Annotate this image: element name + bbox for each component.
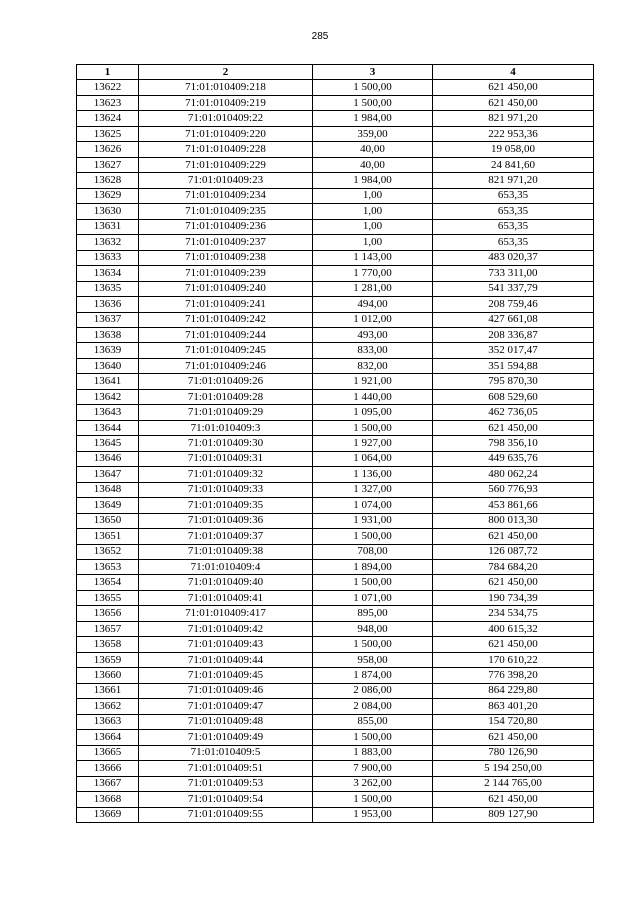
area-cell: 1,00 — [313, 235, 433, 250]
row-number-cell: 13622 — [77, 80, 139, 95]
value-cell: 170 610,22 — [433, 652, 594, 667]
table-row — [77, 436, 594, 451]
table-row — [77, 111, 594, 126]
row-number-cell: 13627 — [77, 157, 139, 172]
row-number-cell: 13645 — [77, 436, 139, 451]
area-cell: 1,00 — [313, 188, 433, 203]
table-row — [77, 575, 594, 590]
cadastral-number-cell: 71:01:010409:38 — [139, 544, 313, 559]
value-cell: 653,35 — [433, 204, 594, 219]
table-row — [77, 776, 594, 791]
cadastral-number-cell: 71:01:010409:33 — [139, 482, 313, 497]
area-cell: 40,00 — [313, 157, 433, 172]
column-header: 2 — [139, 65, 313, 80]
cadastral-number-cell: 71:01:010409:234 — [139, 188, 313, 203]
row-number-cell: 13625 — [77, 126, 139, 141]
cadastral-number-cell: 71:01:010409:43 — [139, 637, 313, 652]
area-cell: 1 500,00 — [313, 637, 433, 652]
row-number-cell: 13655 — [77, 590, 139, 605]
table-row — [77, 467, 594, 482]
area-cell: 2 086,00 — [313, 683, 433, 698]
row-number-cell: 13644 — [77, 420, 139, 435]
area-cell: 3 262,00 — [313, 776, 433, 791]
row-number-cell: 13654 — [77, 575, 139, 590]
area-cell: 1 927,00 — [313, 436, 433, 451]
page-number: 285 — [311, 31, 329, 42]
table-row — [77, 513, 594, 528]
row-number-cell: 13647 — [77, 467, 139, 482]
value-cell: 427 661,08 — [433, 312, 594, 327]
table-row — [77, 699, 594, 714]
table-row — [77, 807, 594, 822]
row-number-cell: 13642 — [77, 389, 139, 404]
value-cell: 621 450,00 — [433, 80, 594, 95]
row-number-cell: 13651 — [77, 529, 139, 544]
table-row — [77, 482, 594, 497]
area-cell: 1 074,00 — [313, 498, 433, 513]
table-row — [77, 621, 594, 636]
row-number-cell: 13666 — [77, 761, 139, 776]
cadastral-number-cell: 71:01:010409:45 — [139, 668, 313, 683]
table-row — [77, 560, 594, 575]
area-cell: 1 064,00 — [313, 451, 433, 466]
cadastral-number-cell: 71:01:010409:41 — [139, 590, 313, 605]
cadastral-number-cell: 71:01:010409:218 — [139, 80, 313, 95]
row-number-cell: 13632 — [77, 235, 139, 250]
area-cell: 494,00 — [313, 297, 433, 312]
data-table — [76, 64, 594, 823]
table-row — [77, 405, 594, 420]
value-cell: 800 013,30 — [433, 513, 594, 528]
cadastral-number-cell: 71:01:010409:23 — [139, 173, 313, 188]
value-cell: 208 759,46 — [433, 297, 594, 312]
row-number-cell: 13667 — [77, 776, 139, 791]
column-header: 1 — [77, 65, 139, 80]
row-number-cell: 13649 — [77, 498, 139, 513]
cadastral-number-cell: 71:01:010409:236 — [139, 219, 313, 234]
value-cell: 821 971,20 — [433, 111, 594, 126]
table-row — [77, 142, 594, 157]
cadastral-number-cell: 71:01:010409:237 — [139, 235, 313, 250]
cadastral-number-cell: 71:01:010409:417 — [139, 606, 313, 621]
area-cell: 1 500,00 — [313, 420, 433, 435]
area-cell: 1 281,00 — [313, 281, 433, 296]
row-number-cell: 13668 — [77, 792, 139, 807]
row-number-cell: 13657 — [77, 621, 139, 636]
row-number-cell: 13630 — [77, 204, 139, 219]
table-row — [77, 95, 594, 110]
table-row — [77, 745, 594, 760]
cadastral-number-cell: 71:01:010409:5 — [139, 745, 313, 760]
cadastral-number-cell: 71:01:010409:49 — [139, 730, 313, 745]
area-cell: 2 084,00 — [313, 699, 433, 714]
area-cell: 1 143,00 — [313, 250, 433, 265]
table-row — [77, 714, 594, 729]
value-cell: 653,35 — [433, 188, 594, 203]
row-number-cell: 13628 — [77, 173, 139, 188]
column-header: 3 — [313, 65, 433, 80]
cadastral-number-cell: 71:01:010409:48 — [139, 714, 313, 729]
table-row — [77, 204, 594, 219]
area-cell: 1,00 — [313, 204, 433, 219]
value-cell: 621 450,00 — [433, 730, 594, 745]
area-cell: 1 500,00 — [313, 792, 433, 807]
table-row — [77, 250, 594, 265]
area-cell: 1 500,00 — [313, 575, 433, 590]
table-row — [77, 173, 594, 188]
cadastral-number-cell: 71:01:010409:246 — [139, 358, 313, 373]
area-cell: 833,00 — [313, 343, 433, 358]
area-cell: 1 012,00 — [313, 312, 433, 327]
value-cell: 208 336,87 — [433, 327, 594, 342]
area-cell: 1 500,00 — [313, 80, 433, 95]
table-row — [77, 297, 594, 312]
value-cell: 222 953,36 — [433, 126, 594, 141]
area-cell: 1 894,00 — [313, 560, 433, 575]
row-number-cell: 13656 — [77, 606, 139, 621]
area-cell: 493,00 — [313, 327, 433, 342]
row-number-cell: 13636 — [77, 297, 139, 312]
cadastral-number-cell: 71:01:010409:35 — [139, 498, 313, 513]
table-row — [77, 730, 594, 745]
area-cell: 1 500,00 — [313, 529, 433, 544]
area-cell: 1 984,00 — [313, 173, 433, 188]
row-number-cell: 13623 — [77, 95, 139, 110]
cadastral-number-cell: 71:01:010409:44 — [139, 652, 313, 667]
table-body — [77, 80, 594, 823]
cadastral-number-cell: 71:01:010409:241 — [139, 297, 313, 312]
table-row — [77, 188, 594, 203]
table-row — [77, 498, 594, 513]
row-number-cell: 13648 — [77, 482, 139, 497]
row-number-cell: 13658 — [77, 637, 139, 652]
row-number-cell: 13643 — [77, 405, 139, 420]
value-cell: 560 776,93 — [433, 482, 594, 497]
table-row — [77, 219, 594, 234]
table-row — [77, 652, 594, 667]
row-number-cell: 13660 — [77, 668, 139, 683]
value-cell: 621 450,00 — [433, 529, 594, 544]
area-cell: 1,00 — [313, 219, 433, 234]
table-row — [77, 451, 594, 466]
row-number-cell: 13640 — [77, 358, 139, 373]
cadastral-number-cell: 71:01:010409:3 — [139, 420, 313, 435]
table-row — [77, 343, 594, 358]
value-cell: 190 734,39 — [433, 590, 594, 605]
value-cell: 776 398,20 — [433, 668, 594, 683]
value-cell: 5 194 250,00 — [433, 761, 594, 776]
value-cell: 864 229,80 — [433, 683, 594, 698]
value-cell: 351 594,88 — [433, 358, 594, 373]
cadastral-number-cell: 71:01:010409:235 — [139, 204, 313, 219]
row-number-cell: 13663 — [77, 714, 139, 729]
area-cell: 1 921,00 — [313, 374, 433, 389]
row-number-cell: 13661 — [77, 683, 139, 698]
table-row — [77, 312, 594, 327]
row-number-cell: 13665 — [77, 745, 139, 760]
row-number-cell: 13635 — [77, 281, 139, 296]
table-row — [77, 327, 594, 342]
table-row — [77, 266, 594, 281]
cadastral-number-cell: 71:01:010409:40 — [139, 575, 313, 590]
value-cell: 19 058,00 — [433, 142, 594, 157]
row-number-cell: 13631 — [77, 219, 139, 234]
area-cell: 958,00 — [313, 652, 433, 667]
area-cell: 1 953,00 — [313, 807, 433, 822]
table-row — [77, 606, 594, 621]
area-cell: 1 500,00 — [313, 95, 433, 110]
value-cell: 462 736,05 — [433, 405, 594, 420]
cadastral-number-cell: 71:01:010409:55 — [139, 807, 313, 822]
value-cell: 621 450,00 — [433, 95, 594, 110]
value-cell: 608 529,60 — [433, 389, 594, 404]
value-cell: 780 126,90 — [433, 745, 594, 760]
area-cell: 855,00 — [313, 714, 433, 729]
cadastral-number-cell: 71:01:010409:244 — [139, 327, 313, 342]
table-header-row — [77, 65, 594, 80]
row-number-cell: 13639 — [77, 343, 139, 358]
table-row — [77, 157, 594, 172]
cadastral-number-cell: 71:01:010409:51 — [139, 761, 313, 776]
table-row — [77, 590, 594, 605]
row-number-cell: 13659 — [77, 652, 139, 667]
cadastral-number-cell: 71:01:010409:219 — [139, 95, 313, 110]
area-cell: 1 770,00 — [313, 266, 433, 281]
area-cell: 1 071,00 — [313, 590, 433, 605]
cadastral-number-cell: 71:01:010409:239 — [139, 266, 313, 281]
row-number-cell: 13629 — [77, 188, 139, 203]
table-row — [77, 374, 594, 389]
area-cell: 1 136,00 — [313, 467, 433, 482]
area-cell: 359,00 — [313, 126, 433, 141]
value-cell: 653,35 — [433, 219, 594, 234]
table-row — [77, 389, 594, 404]
value-cell: 621 450,00 — [433, 792, 594, 807]
value-cell: 795 870,30 — [433, 374, 594, 389]
value-cell: 483 020,37 — [433, 250, 594, 265]
area-cell: 895,00 — [313, 606, 433, 621]
table-row — [77, 529, 594, 544]
cadastral-number-cell: 71:01:010409:245 — [139, 343, 313, 358]
cadastral-number-cell: 71:01:010409:42 — [139, 621, 313, 636]
value-cell: 621 450,00 — [433, 637, 594, 652]
cadastral-number-cell: 71:01:010409:37 — [139, 529, 313, 544]
cadastral-number-cell: 71:01:010409:28 — [139, 389, 313, 404]
cadastral-number-cell: 71:01:010409:242 — [139, 312, 313, 327]
value-cell: 400 615,32 — [433, 621, 594, 636]
area-cell: 1 500,00 — [313, 730, 433, 745]
table-row — [77, 420, 594, 435]
table-row — [77, 126, 594, 141]
row-number-cell: 13633 — [77, 250, 139, 265]
area-cell: 1 095,00 — [313, 405, 433, 420]
value-cell: 541 337,79 — [433, 281, 594, 296]
value-cell: 863 401,20 — [433, 699, 594, 714]
cadastral-number-cell: 71:01:010409:46 — [139, 683, 313, 698]
table-row — [77, 792, 594, 807]
cadastral-number-cell: 71:01:010409:240 — [139, 281, 313, 296]
value-cell: 234 534,75 — [433, 606, 594, 621]
row-number-cell: 13637 — [77, 312, 139, 327]
row-number-cell: 13652 — [77, 544, 139, 559]
cadastral-number-cell: 71:01:010409:26 — [139, 374, 313, 389]
value-cell: 2 144 765,00 — [433, 776, 594, 791]
area-cell: 1 327,00 — [313, 482, 433, 497]
row-number-cell: 13638 — [77, 327, 139, 342]
value-cell: 621 450,00 — [433, 575, 594, 590]
value-cell: 24 841,60 — [433, 157, 594, 172]
table-row — [77, 761, 594, 776]
row-number-cell: 13664 — [77, 730, 139, 745]
value-cell: 653,35 — [433, 235, 594, 250]
cadastral-number-cell: 71:01:010409:229 — [139, 157, 313, 172]
area-cell: 1 931,00 — [313, 513, 433, 528]
cadastral-number-cell: 71:01:010409:54 — [139, 792, 313, 807]
area-cell: 40,00 — [313, 142, 433, 157]
table-row — [77, 281, 594, 296]
row-number-cell: 13669 — [77, 807, 139, 822]
value-cell: 480 062,24 — [433, 467, 594, 482]
cadastral-number-cell: 71:01:010409:228 — [139, 142, 313, 157]
area-cell: 948,00 — [313, 621, 433, 636]
table-row — [77, 544, 594, 559]
value-cell: 809 127,90 — [433, 807, 594, 822]
value-cell: 798 356,10 — [433, 436, 594, 451]
row-number-cell: 13662 — [77, 699, 139, 714]
cadastral-number-cell: 71:01:010409:53 — [139, 776, 313, 791]
cadastral-number-cell: 71:01:010409:22 — [139, 111, 313, 126]
area-cell: 1 440,00 — [313, 389, 433, 404]
row-number-cell: 13641 — [77, 374, 139, 389]
row-number-cell: 13634 — [77, 266, 139, 281]
value-cell: 733 311,00 — [433, 266, 594, 281]
table-row — [77, 80, 594, 95]
table-row — [77, 358, 594, 373]
cadastral-number-cell: 71:01:010409:30 — [139, 436, 313, 451]
area-cell: 832,00 — [313, 358, 433, 373]
area-cell: 7 900,00 — [313, 761, 433, 776]
table-row — [77, 235, 594, 250]
table-row — [77, 683, 594, 698]
row-number-cell: 13653 — [77, 560, 139, 575]
table-row — [77, 668, 594, 683]
cadastral-number-cell: 71:01:010409:4 — [139, 560, 313, 575]
value-cell: 621 450,00 — [433, 420, 594, 435]
cadastral-number-cell: 71:01:010409:29 — [139, 405, 313, 420]
value-cell: 126 087,72 — [433, 544, 594, 559]
cadastral-number-cell: 71:01:010409:36 — [139, 513, 313, 528]
row-number-cell: 13646 — [77, 451, 139, 466]
area-cell: 708,00 — [313, 544, 433, 559]
area-cell: 1 984,00 — [313, 111, 433, 126]
cadastral-number-cell: 71:01:010409:31 — [139, 451, 313, 466]
value-cell: 352 017,47 — [433, 343, 594, 358]
cadastral-number-cell: 71:01:010409:32 — [139, 467, 313, 482]
row-number-cell: 13650 — [77, 513, 139, 528]
row-number-cell: 13624 — [77, 111, 139, 126]
area-cell: 1 874,00 — [313, 668, 433, 683]
column-header: 4 — [433, 65, 594, 80]
cadastral-number-cell: 71:01:010409:220 — [139, 126, 313, 141]
value-cell: 453 861,66 — [433, 498, 594, 513]
value-cell: 821 971,20 — [433, 173, 594, 188]
table-row — [77, 637, 594, 652]
cadastral-number-cell: 71:01:010409:47 — [139, 699, 313, 714]
value-cell: 449 635,76 — [433, 451, 594, 466]
area-cell: 1 883,00 — [313, 745, 433, 760]
cadastral-number-cell: 71:01:010409:238 — [139, 250, 313, 265]
row-number-cell: 13626 — [77, 142, 139, 157]
value-cell: 154 720,80 — [433, 714, 594, 729]
value-cell: 784 684,20 — [433, 560, 594, 575]
